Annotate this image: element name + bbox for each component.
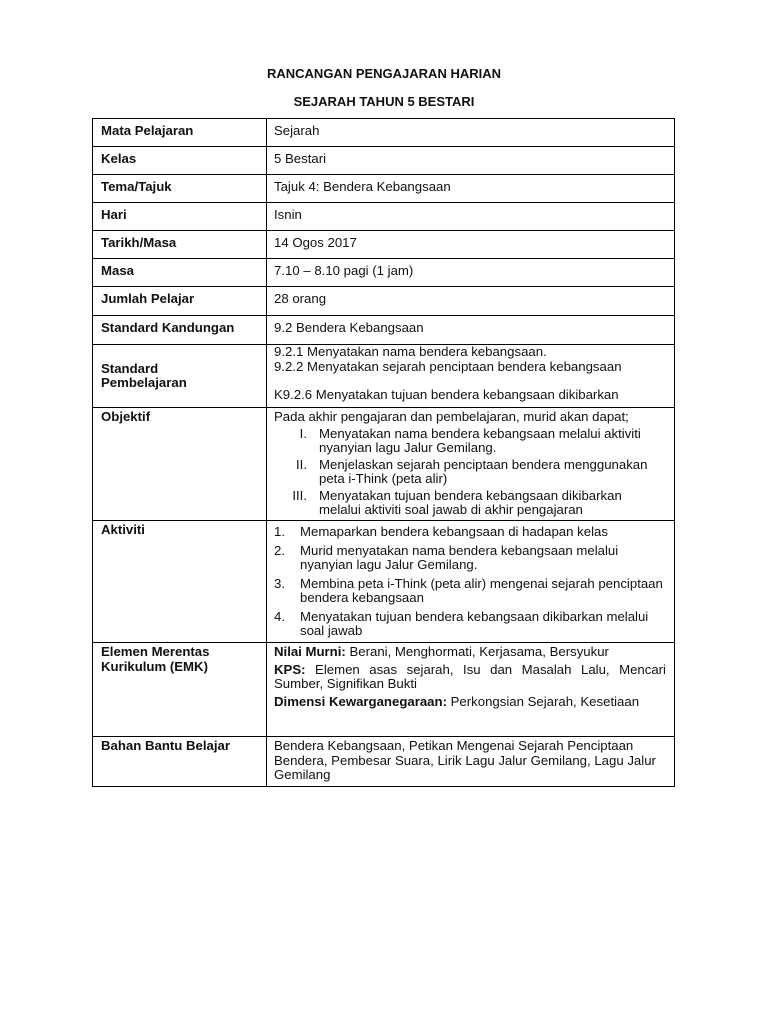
objektif-intro: Pada akhir pengajaran dan pembelajaran, murid akan dapat; [274, 409, 629, 424]
document-subtitle: SEJARAH TAHUN 5 BESTARI [293, 94, 475, 109]
row-tarikh [93, 231, 675, 259]
label-standard-pembelajaran-line2: Pembelajaran [101, 375, 187, 390]
list-item: 1. Memaparkan bendera kebangsaan di hadapan kelas [274, 524, 608, 539]
label-tarikh: Tarikh/Masa [93, 231, 267, 259]
row-masa [93, 259, 675, 287]
row-mata-pelajaran [93, 119, 675, 147]
row-aktiviti [93, 521, 675, 643]
label-emk-line2: Kurikulum (EMK) [101, 658, 208, 674]
row-standard-pembelajaran [93, 345, 675, 408]
label-standard-kandungan: Standard Kandungan [93, 316, 267, 345]
label-kelas: Kelas [93, 147, 267, 175]
label-bahan: Bahan Bantu Belajar [93, 737, 267, 787]
row-emk [93, 643, 675, 737]
list-item: III. Menyatakan tujuan bendera kebangsaan dikibarkan melalui aktiviti soal jawab di akhir pengajaran [292, 487, 622, 517]
sp-line-2: 9.2.2 Menyatakan sejarah penciptaan bendera kebangsaan [274, 358, 622, 374]
label-aktiviti: Aktiviti [93, 521, 267, 643]
aktiviti-list [274, 525, 666, 639]
value-tema: Tajuk 4: Bendera Kebangsaan [267, 175, 675, 203]
label-standard-pembelajaran [93, 345, 267, 408]
label-jumlah-pelajar: Jumlah Pelajar [93, 287, 267, 316]
emk-kps: KPS: Elemen asas sejarah, Isu dan Masalah Lalu, Mencari Sumber, Signifikan Bukti [274, 661, 666, 691]
value-hari: Isnin [267, 203, 675, 231]
list-item: 2. Murid menyatakan nama bendera kebangsaan melalui nyanyian lagu Jalur Gemilang. [274, 542, 619, 572]
row-tema [93, 175, 675, 203]
label-tema: Tema/Tajuk [93, 175, 267, 203]
label-mata-pelajaran: Mata Pelajaran [93, 119, 267, 147]
value-jumlah-pelajar: 28 orang [267, 287, 675, 316]
list-item: II. Menjelaskan sejarah penciptaan bendera menggunakan peta i-Think (peta alir) [296, 456, 648, 486]
label-objektif: Objektif [93, 408, 267, 521]
value-masa: 7.10 – 8.10 pagi (1 jam) [267, 259, 675, 287]
sp-line-3: K9.2.6 Menyatakan tujuan bendera kebangsaan dikibarkan [274, 387, 619, 402]
row-hari [93, 203, 675, 231]
value-standard-pembelajaran [267, 345, 675, 408]
list-item: I. Menyatakan nama bendera kebangsaan melalui aktiviti nyanyian lagu Jalur Gemilang. [299, 425, 641, 455]
value-emk [267, 643, 675, 737]
document-title: RANCANGAN PENGAJARAN HARIAN [266, 66, 501, 81]
row-jumlah-pelajar [93, 287, 675, 316]
row-kelas [93, 147, 675, 175]
value-kelas: 5 Bestari [267, 147, 675, 175]
value-tarikh: 14 Ogos 2017 [267, 231, 675, 259]
row-objektif [93, 408, 675, 521]
label-masa: Masa [93, 259, 267, 287]
emk-dimensi: Dimensi Kewarganegaraan: Perkongsian Sejarah, Kesetiaan [274, 693, 640, 709]
label-emk-line1: Elemen Merentas [101, 644, 210, 659]
lesson-plan-table [92, 118, 675, 787]
value-mata-pelajaran: Sejarah [267, 119, 675, 147]
objektif-list [274, 427, 666, 518]
value-aktiviti [267, 521, 675, 643]
label-emk [93, 643, 267, 737]
emk-nilai: Nilai Murni: Berani, Menghormati, Kerjasama, Bersyukur [274, 644, 609, 659]
list-item: 4. Menyatakan tujuan bendera kebangsaan dikibarkan melalui soal jawab [274, 608, 649, 638]
sp-line-1: 9.2.1 Menyatakan nama bendera kebangsaan. [274, 344, 547, 359]
label-standard-pembelajaran-line1: Standard [101, 360, 159, 376]
value-objektif [267, 408, 675, 521]
label-hari: Hari [93, 203, 267, 231]
list-item: 3. Membina peta i-Think (peta alir) mengenai sejarah penciptaan bendera kebangsaan [274, 575, 663, 605]
value-bahan: Bendera Kebangsaan, Petikan Mengenai Sejarah Penciptaan Bendera, Pembesar Suara, Lirik Lagu Jalur Gemilang, Lagu Jalur Gemilang [267, 737, 675, 787]
row-bahan [93, 737, 675, 787]
row-standard-kandungan [93, 316, 675, 345]
value-standard-kandungan: 9.2 Bendera Kebangsaan [267, 316, 675, 345]
